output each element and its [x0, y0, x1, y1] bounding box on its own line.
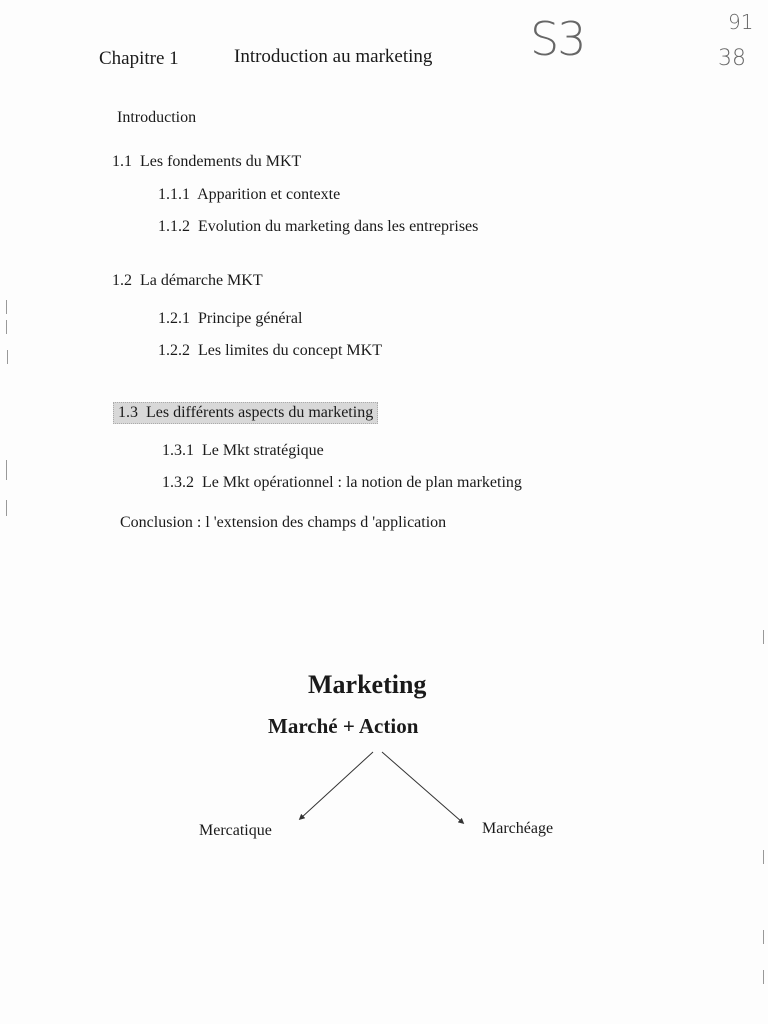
- scan-mark: [763, 630, 764, 644]
- section-number: 1.1: [112, 153, 132, 170]
- arrow-right: [382, 752, 462, 822]
- scan-mark: [6, 500, 7, 516]
- subsection-title: Le Mkt stratégique: [202, 442, 324, 459]
- handwritten-code: S3: [530, 12, 585, 66]
- scan-mark: [6, 460, 7, 480]
- toc-introduction: Introduction: [117, 109, 197, 126]
- subsection-title: Principe général: [198, 310, 303, 327]
- subsection-number: 1.3.1: [162, 442, 194, 459]
- section-title: Les fondements du MKT: [140, 153, 302, 170]
- toc-conclusion: Conclusion : l 'extension des champs d 'application: [120, 514, 447, 531]
- subsection-title: Apparition et contexte: [197, 186, 341, 203]
- subsection-title: Le Mkt opérationnel : la notion de plan marketing: [202, 474, 522, 491]
- subsection-title: Evolution du marketing dans les entreprises: [198, 218, 479, 235]
- diagram-subtitle: Marché + Action: [268, 714, 419, 738]
- handwritten-number: 91: [728, 10, 754, 34]
- scan-mark: [763, 930, 764, 944]
- diagram-left-label: Mercatique: [199, 822, 272, 839]
- diagram-title: Marketing: [308, 670, 427, 699]
- handwritten-number: 38: [718, 46, 746, 71]
- section-title: Les différents aspects du marketing: [146, 404, 374, 421]
- diagram-right-label: Marchéage: [482, 820, 554, 837]
- scan-mark: [763, 850, 764, 864]
- scan-mark: [6, 320, 7, 334]
- subsection-number: 1.2.2: [158, 342, 190, 359]
- section-title: La démarche MKT: [140, 272, 263, 289]
- subsection-number: 1.2.1: [158, 310, 190, 327]
- section-number: 1.3: [118, 404, 138, 421]
- subsection-title: Les limites du concept MKT: [198, 342, 382, 359]
- section-number: 1.2: [112, 272, 132, 289]
- subsection-number: 1.3.2: [162, 474, 194, 491]
- subsection-number: 1.1.1: [158, 186, 190, 203]
- scan-mark: [6, 300, 7, 314]
- scan-mark: [7, 350, 8, 364]
- subsection-number: 1.1.2: [158, 218, 190, 235]
- scan-mark: [763, 970, 764, 984]
- arrow-left: [301, 752, 373, 818]
- chapter-label: Chapitre 1: [99, 48, 179, 69]
- chapter-title: Introduction au marketing: [234, 46, 433, 67]
